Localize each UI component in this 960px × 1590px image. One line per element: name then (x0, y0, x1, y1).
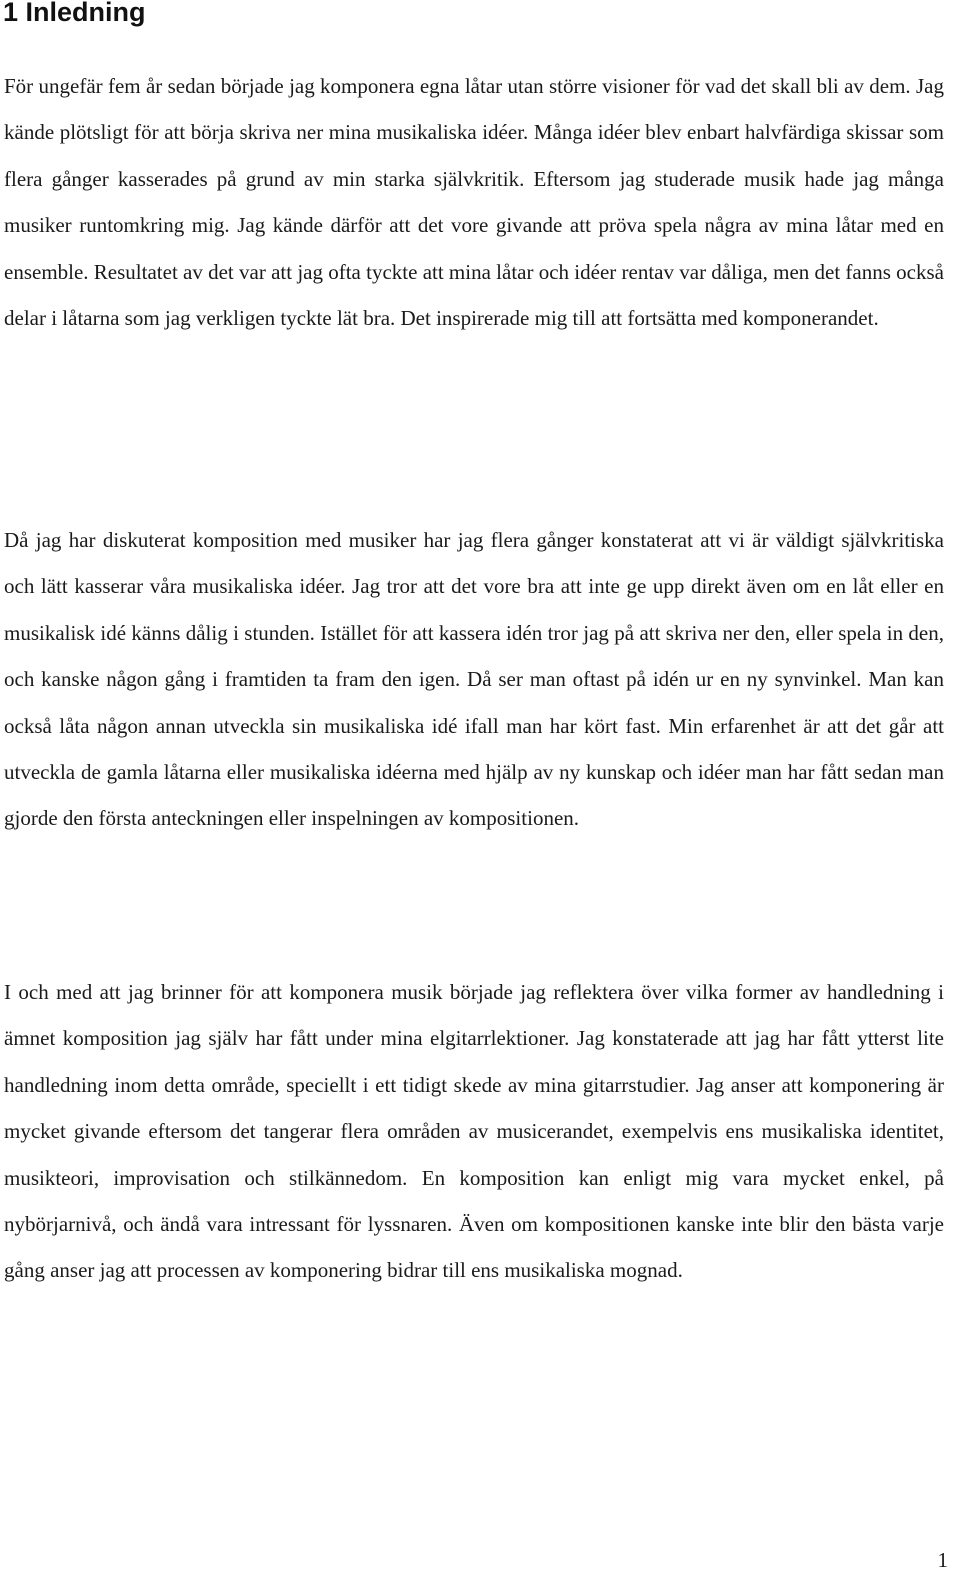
paragraph-3: I och med att jag brinner för att komponera musik började jag reflektera över vilka former av handledning i ämnet komposition jag själv har fått under mina elgitarrlektioner. Jag konstaterade att jag har fått ytterst lite handledning inom detta område, speciellt i ett tidigt skede av mina gitarrstudier. Jag anser att komponering är mycket givande eftersom det tangerar flera områden av musicerandet, exempelvis ens musikaliska identitet, musikteori, improvisation och stilkännedom. En komposition kan enligt mig vara mycket enkel, på nybörjarnivå, och ändå vara intressant för lyssnaren. Även om kompositionen kanske inte blir den bästa varje gång anser jag att processen av komponering bidrar till ens musikaliska mognad. (4, 980, 944, 1283)
page-number: 1 (937, 1548, 948, 1572)
paragraph-1: För ungefär fem år sedan började jag komponera egna låtar utan större visioner för vad det skall bli av dem. Jag kände plötsligt för att börja skriva ner mina musikaliska idéer. Många idéer blev enbart halvfärdiga skissar som flera gånger kasserades på grund av min starka självkritik. Eftersom jag studerade musik hade jag många musiker runtomkring mig. Jag kände därför att det vore givande att pröva spela några av mina låtar med en ensemble. Resultatet av det var att jag ofta tyckte att mina låtar och idéer rentav var dåliga, men det fanns också delar i låtarna som jag verkligen tyckte lät bra. Det inspirerade mig till att fortsätta med komponerandet. (4, 74, 944, 331)
paragraph-2: Då jag har diskuterat komposition med musiker har jag flera gånger konstaterat att vi är väldigt självkritiska och lätt kasserar våra musikaliska idéer. Jag tror att det vore bra att inte ge upp direkt även om en låt eller en musikalisk idé känns dålig i stunden. Istället för att kassera idén tror jag på att skriva ner den, eller spela in den, och kanske någon gång i framtiden ta fram den igen. Då ser man oftast på idén ur en ny synvinkel. Man kan också låta någon annan utveckla sin musikaliska idé ifall man har kört fast. Min erfarenhet är att det går att utveckla de gamla låtarna eller musikaliska idéerna med hjälp av ny kunskap och idéer man har fått sedan man gjorde den första anteckningen eller inspelningen av kompositionen. (4, 528, 944, 831)
section-heading: 1 Inledning (3, 0, 146, 27)
